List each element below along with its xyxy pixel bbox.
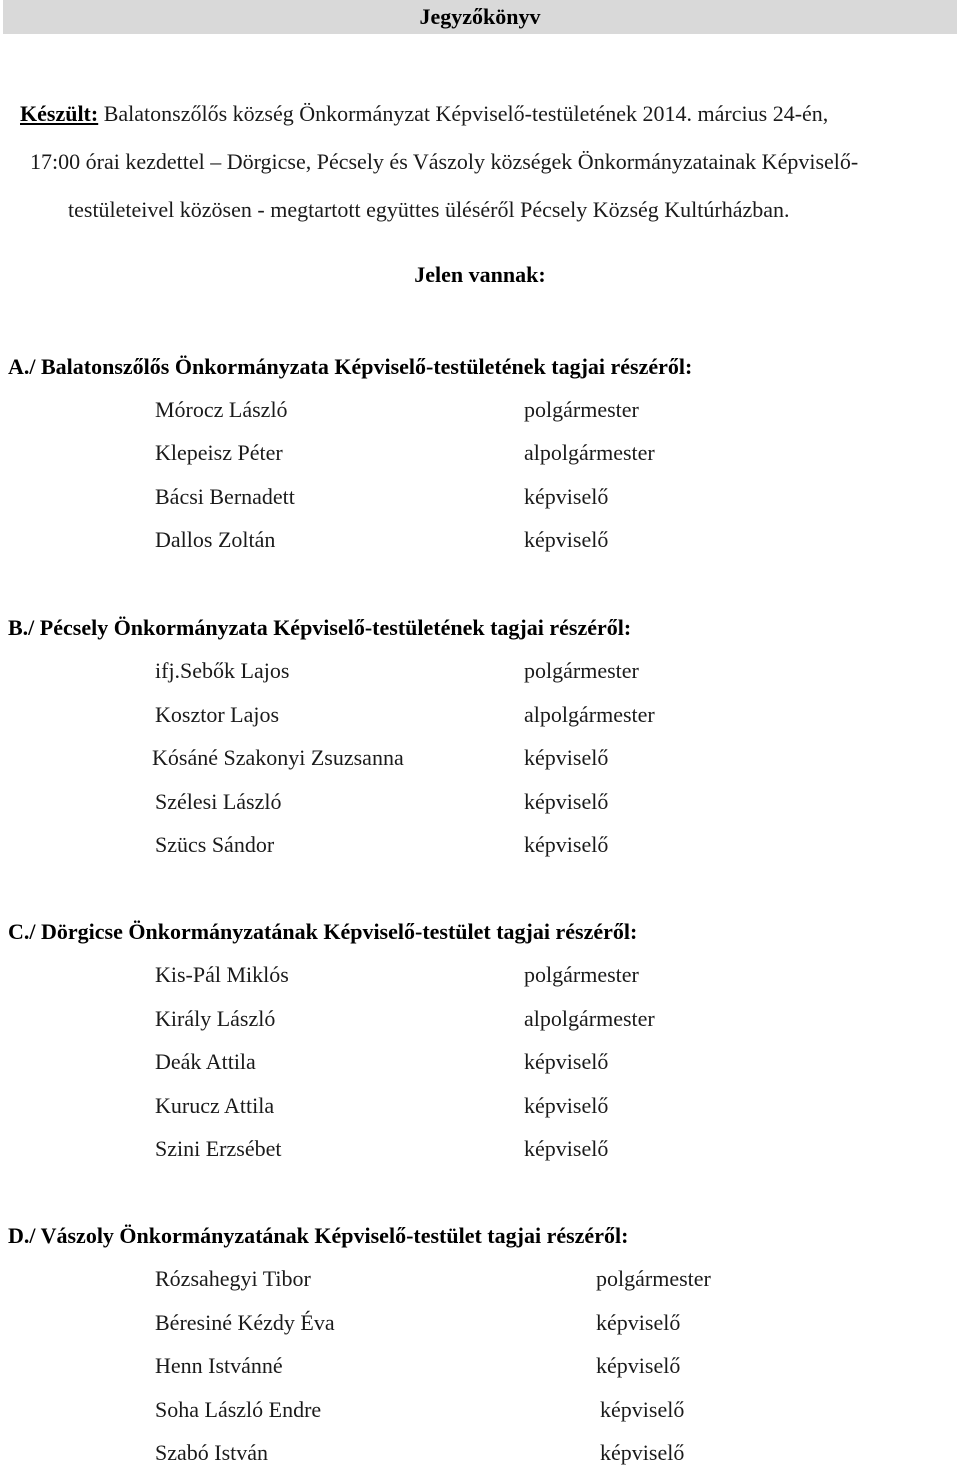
- member-role: alpolgármester: [524, 1006, 655, 1031]
- member-role: képviselő: [524, 789, 609, 814]
- member-name: Szini Erzsébet: [155, 1136, 282, 1161]
- member-name: Kurucz Attila: [155, 1093, 275, 1118]
- member-name: Király László: [155, 1006, 276, 1031]
- member-role: polgármester: [524, 397, 639, 422]
- member-name: Mórocz László: [155, 397, 288, 422]
- member-role: képviselő: [524, 527, 609, 552]
- member-role: polgármester: [524, 962, 639, 987]
- member-name: Szélesi László: [155, 789, 282, 814]
- section-heading-b: B./ Pécsely Önkormányzata Képviselő-testületének tagjai részéről:: [8, 615, 632, 640]
- member-name: Kósáné Szakonyi Zsuzsanna: [152, 745, 404, 770]
- member-role: alpolgármester: [524, 440, 655, 465]
- intro-paragraph: [20, 90, 952, 234]
- member-name: Kis-Pál Miklós: [155, 962, 289, 987]
- member-role: polgármester: [524, 658, 639, 683]
- member-role: képviselő: [524, 484, 609, 509]
- member-role: polgármester: [596, 1266, 711, 1291]
- member-name: Soha László Endre: [155, 1397, 322, 1422]
- member-role: képviselő: [596, 1310, 681, 1335]
- member-name: Bácsi Bernadett: [155, 484, 295, 509]
- member-role: alpolgármester: [524, 702, 655, 727]
- intro-line-1: [20, 90, 952, 138]
- member-name: Klepeisz Péter: [155, 440, 283, 465]
- section-heading-c: C./ Dörgicse Önkormányzatának Képviselő-testület tagjai részéről:: [8, 919, 638, 944]
- member-role: képviselő: [596, 1353, 681, 1378]
- intro-line-3: testületeivel közösen - megtartott együttes üléséről Pécsely Község Kultúrházban.: [68, 197, 790, 222]
- present-heading: Jelen vannak:: [414, 262, 546, 287]
- member-name: ifj.Sebők Lajos: [155, 658, 290, 683]
- document-title: Jegyzőkönyv: [3, 0, 957, 34]
- member-role: képviselő: [524, 1136, 609, 1161]
- member-role: képviselő: [524, 745, 609, 770]
- member-name: Deák Attila: [155, 1049, 256, 1074]
- section-heading-a: A./ Balatonszőlős Önkormányzata Képviselő-testületének tagjai részéről:: [8, 354, 693, 379]
- member-role: képviselő: [524, 1093, 609, 1118]
- intro-line-1-text: Balatonszőlős község Önkormányzat Képviselő-testületének 2014. március 24-én,: [98, 101, 829, 126]
- member-name: Béresiné Kézdy Éva: [155, 1310, 335, 1335]
- member-role: képviselő: [524, 832, 609, 857]
- member-name: Szabó István: [155, 1440, 269, 1465]
- member-role: képviselő: [524, 1049, 609, 1074]
- member-name: Henn Istvánné: [155, 1353, 283, 1378]
- member-name: Rózsahegyi Tibor: [155, 1266, 311, 1291]
- member-name: Szücs Sándor: [155, 832, 275, 857]
- member-role: képviselő: [600, 1397, 685, 1422]
- member-name: Dallos Zoltán: [155, 527, 276, 552]
- intro-line-2: 17:00 órai kezdettel – Dörgicse, Pécsely és Vászoly községek Önkormányzatainak Képviselő-: [30, 149, 859, 174]
- intro-lead: Készült:: [20, 101, 99, 126]
- section-heading-d: D./ Vászoly Önkormányzatának Képviselő-testület tagjai részéről:: [8, 1223, 629, 1248]
- member-role: képviselő: [600, 1440, 685, 1465]
- member-name: Kosztor Lajos: [155, 702, 280, 727]
